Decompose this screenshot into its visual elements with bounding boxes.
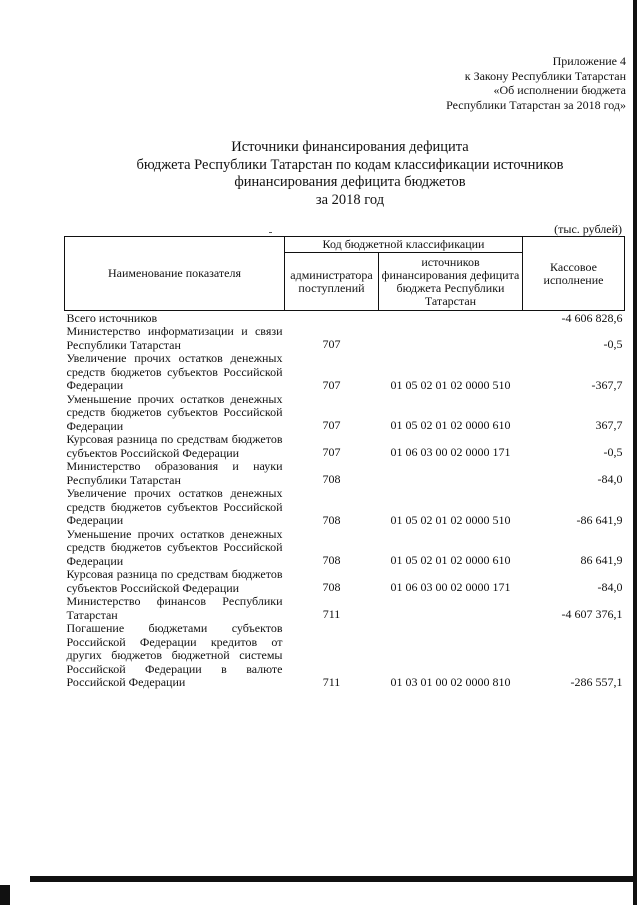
row-source-code: 01 03 01 00 02 0000 810 — [390, 674, 511, 689]
table-row — [65, 325, 625, 352]
document-title — [100, 139, 600, 209]
row-source-code — [379, 311, 523, 326]
table-row — [65, 487, 625, 528]
appendix-line: к Закону Республики Татарстан — [464, 68, 626, 83]
appendix-line: Приложение 4 — [552, 54, 626, 68]
row-name: Увеличение прочих остатков денежных средств бюджетов субъектов Российской Федерации — [66, 486, 283, 527]
row-name: Министерство образования и науки Республики Татарстан — [66, 459, 283, 487]
table-row — [65, 568, 625, 595]
row-name: Министерство финансов Республики Татарстан — [66, 594, 283, 622]
row-admin-code: 711 — [322, 674, 341, 689]
table-row — [65, 352, 625, 393]
title-line: за 2018 год — [315, 191, 385, 208]
units-label: (тыс. рублей) — [554, 222, 622, 236]
row-name: Уменьшение прочих остатков денежных средств бюджетов субъектов Российской Федерации — [66, 391, 283, 433]
scan-border-bottom — [30, 876, 637, 882]
title-line: финансирования дефицита бюджетов — [234, 174, 466, 190]
row-source-code — [379, 460, 523, 487]
header-source: источников финансирования дефицита бюджета Республики Татарстан — [379, 253, 523, 311]
row-cash-value: -4 606 828,6 — [561, 311, 623, 325]
table-row — [65, 433, 625, 460]
row-name: Курсовая разница по средствам бюджетов субъектов Российской Федерации — [66, 567, 283, 595]
row-admin-code: 708 — [322, 472, 341, 486]
row-name: Уменьшение прочих остатков денежных средств бюджетов субъектов Российской Федерации — [66, 526, 283, 568]
scan-border-corner — [0, 885, 10, 905]
row-source-code: 01 06 03 00 02 0000 171 — [390, 580, 511, 594]
header-code-group: Код бюджетной классификации — [285, 237, 523, 253]
appendix-line: Республики Татарстан за 2018 год» — [446, 97, 626, 112]
row-source-code: 01 05 02 01 02 0000 610 — [390, 418, 511, 432]
header-cash: Кассовое исполнение — [523, 237, 625, 311]
row-cash-value: 86 641,9 — [580, 553, 623, 567]
row-source-code: 01 05 02 01 02 0000 510 — [390, 377, 511, 392]
row-source-code — [379, 595, 523, 622]
row-source-code: 01 05 02 01 02 0000 510 — [390, 512, 511, 527]
appendix-line: «Об исполнении бюджета — [493, 83, 626, 97]
scan-border-right — [633, 0, 637, 905]
row-cash-value: -0,5 — [603, 445, 623, 459]
row-name: Курсовая разница по средствам бюджетов субъектов Российской Федерации — [66, 432, 283, 460]
row-source-code — [379, 325, 523, 352]
title-line: бюджета Республики Татарстан по кодам классификации источников — [136, 156, 564, 173]
title-line: Источники финансирования дефицита — [231, 139, 469, 155]
scan-mark — [269, 232, 272, 233]
row-admin-code: 708 — [322, 512, 341, 527]
row-cash-value: -286 557,1 — [570, 674, 623, 689]
table-row — [65, 460, 625, 487]
row-cash-value: -367,7 — [591, 377, 623, 392]
header-admin: администратора поступлений — [285, 253, 379, 311]
row-admin-code: 708 — [322, 580, 341, 594]
row-admin-code — [285, 311, 379, 326]
row-cash-value: -84,0 — [597, 472, 623, 486]
row-cash-value: -4 607 376,1 — [561, 607, 623, 621]
table-row — [65, 622, 625, 690]
row-name: Всего источников — [66, 311, 158, 325]
row-cash-value: -86 641,9 — [576, 512, 623, 527]
row-name: Погашение бюджетами субъектов Российской Федерации кредитов от других бюджетов бюджетной системы Российской Федерации в валюте Российской Федерации — [66, 621, 283, 689]
row-admin-code: 707 — [322, 445, 341, 459]
row-name: Министерство информатизации и связи Республики Татарстан — [66, 324, 283, 352]
row-admin-code: 707 — [322, 377, 341, 392]
row-name: Увеличение прочих остатков денежных средств бюджетов субъектов Российской Федерации — [66, 351, 283, 392]
appendix-header — [446, 54, 626, 112]
row-source-code: 01 05 02 01 02 0000 610 — [390, 553, 511, 567]
row-admin-code: 711 — [322, 607, 341, 621]
financing-sources-table — [64, 236, 625, 690]
row-admin-code: 707 — [322, 337, 341, 351]
row-cash-value: -0,5 — [603, 337, 623, 351]
row-cash-value: -84,0 — [597, 580, 623, 594]
header-name: Наименование показателя — [65, 237, 285, 311]
table-row — [65, 311, 625, 326]
table-row — [65, 595, 625, 622]
row-source-code: 01 06 03 00 02 0000 171 — [390, 445, 511, 459]
row-admin-code: 708 — [322, 553, 341, 567]
row-cash-value: 367,7 — [595, 418, 623, 432]
table-row — [65, 528, 625, 569]
row-admin-code: 707 — [322, 418, 341, 432]
table-row — [65, 393, 625, 434]
